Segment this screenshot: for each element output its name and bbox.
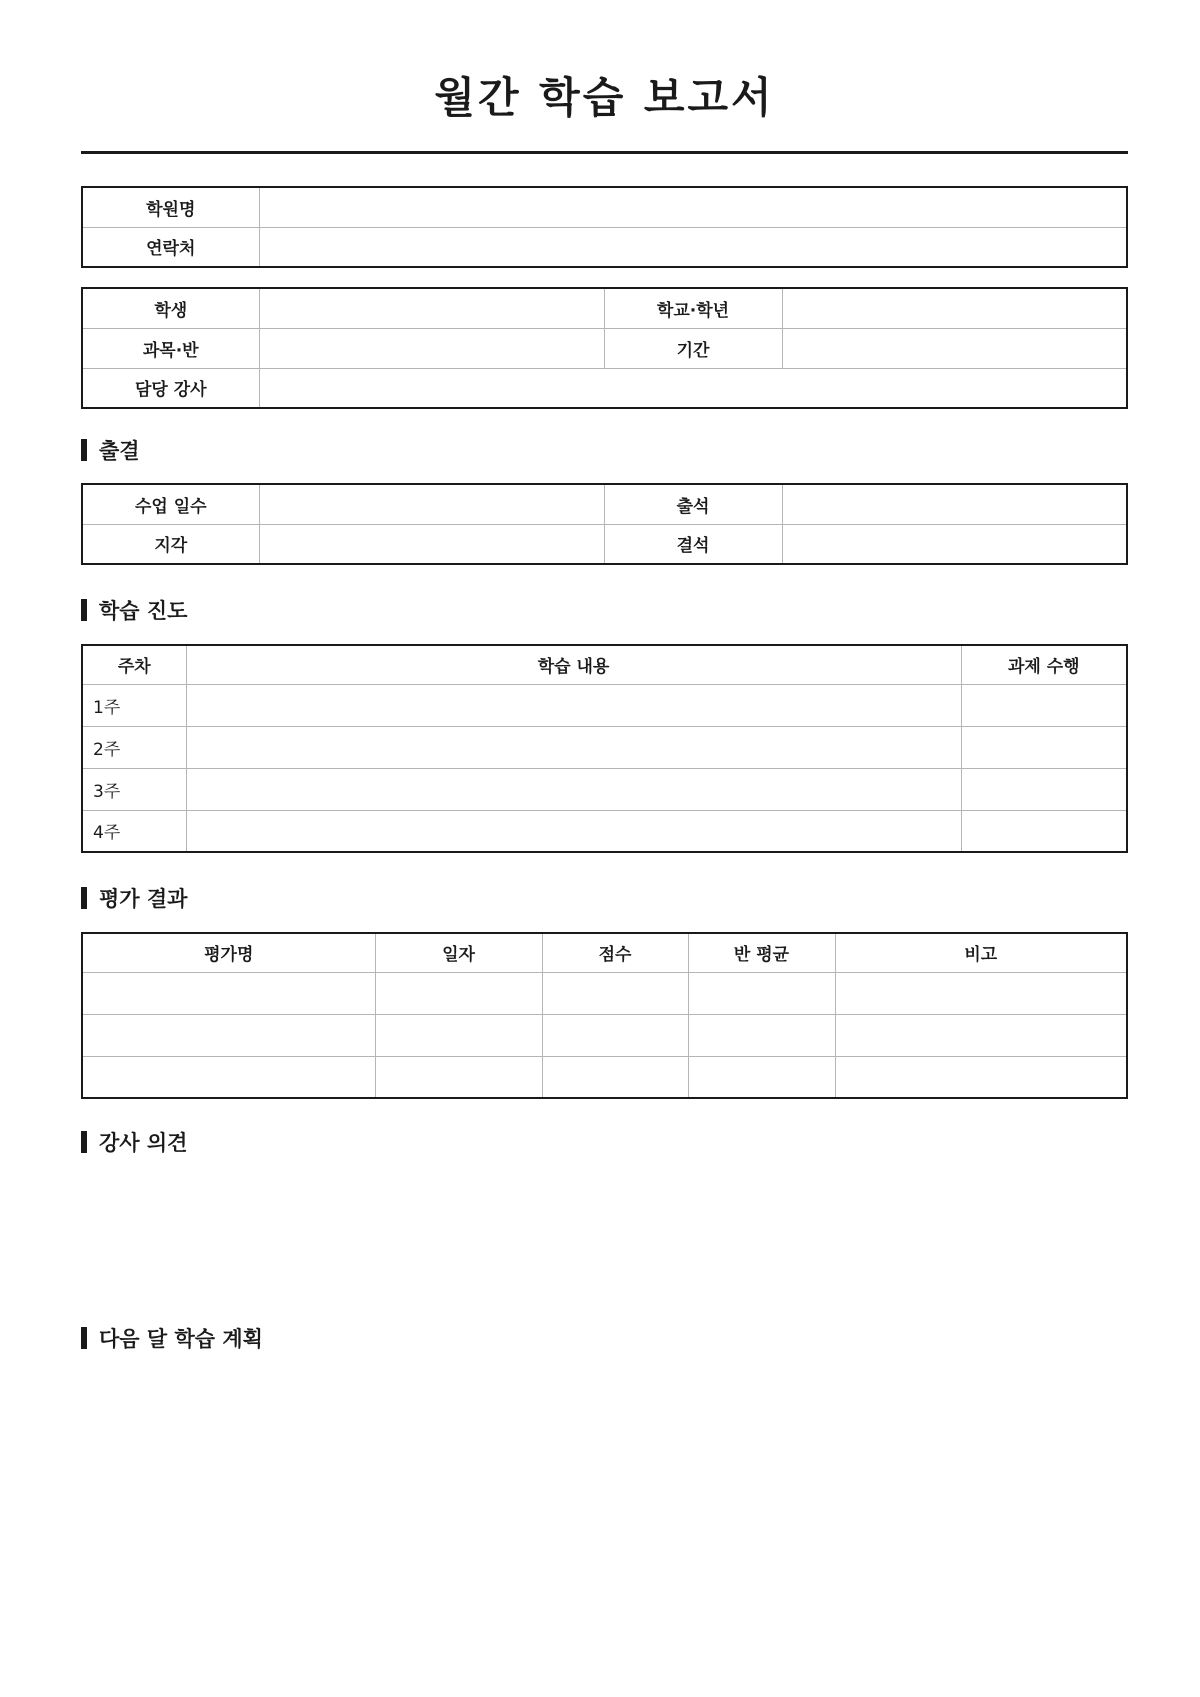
school-grade-field[interactable] — [782, 288, 1127, 328]
evaluation-row — [82, 972, 1127, 1014]
progress-header-row — [82, 645, 1127, 684]
attendance-section-heading — [81, 436, 1128, 464]
week-label: 3주 — [82, 768, 186, 810]
class-days-label: 수업 일수 — [82, 484, 259, 524]
remarks-field[interactable] — [835, 1056, 1127, 1098]
academy-contact-row — [82, 227, 1127, 267]
homework-field[interactable] — [961, 768, 1127, 810]
title-divider — [81, 151, 1128, 154]
date-field[interactable] — [375, 1014, 542, 1056]
class-days-field[interactable] — [259, 484, 604, 524]
progress-row — [82, 684, 1127, 726]
subject-row — [82, 328, 1127, 368]
content-field[interactable] — [186, 810, 961, 852]
content-field[interactable] — [186, 684, 961, 726]
evaluation-row — [82, 1056, 1127, 1098]
column-header-date: 일자 — [375, 933, 542, 972]
teacher-field[interactable] — [259, 368, 1127, 408]
teacher-label: 담당 강사 — [82, 368, 259, 408]
homework-field[interactable] — [961, 810, 1127, 852]
evaluation-row — [82, 1014, 1127, 1056]
attendance-row-2 — [82, 524, 1127, 564]
late-label: 지각 — [82, 524, 259, 564]
academy-name-field[interactable] — [259, 187, 1127, 227]
subject-class-label: 과목·반 — [82, 328, 259, 368]
exam-name-field[interactable] — [82, 972, 375, 1014]
score-field[interactable] — [542, 1056, 688, 1098]
class-average-field[interactable] — [688, 972, 835, 1014]
column-header-class-average: 반 평균 — [688, 933, 835, 972]
absent-label: 결석 — [604, 524, 782, 564]
column-header-exam-name: 평가명 — [82, 933, 375, 972]
progress-heading-text: 학습 진도 — [99, 599, 188, 623]
section-marker — [81, 887, 87, 909]
progress-section-heading — [81, 596, 1128, 624]
present-label: 출석 — [604, 484, 782, 524]
period-label: 기간 — [604, 328, 782, 368]
academy-name-label: 학원명 — [82, 187, 259, 227]
exam-name-field[interactable] — [82, 1056, 375, 1098]
column-header-week: 주차 — [82, 645, 186, 684]
evaluation-heading-text: 평가 결과 — [99, 887, 188, 911]
attendance-table — [81, 483, 1128, 565]
date-field[interactable] — [375, 972, 542, 1014]
absent-field[interactable] — [782, 524, 1127, 564]
comments-heading-text: 강사 의견 — [99, 1131, 188, 1155]
student-row — [82, 288, 1127, 328]
column-header-homework: 과제 수행 — [961, 645, 1127, 684]
progress-row — [82, 810, 1127, 852]
section-marker — [81, 1327, 87, 1349]
column-header-content: 학습 내용 — [186, 645, 961, 684]
next-plan-section-heading — [81, 1324, 1128, 1352]
homework-field[interactable] — [961, 684, 1127, 726]
remarks-field[interactable] — [835, 1014, 1127, 1056]
school-grade-label: 학교·학년 — [604, 288, 782, 328]
evaluation-section-heading — [81, 884, 1128, 912]
student-label: 학생 — [82, 288, 259, 328]
date-field[interactable] — [375, 1056, 542, 1098]
period-field[interactable] — [782, 328, 1127, 368]
class-average-field[interactable] — [688, 1056, 835, 1098]
teacher-row — [82, 368, 1127, 408]
subject-class-field[interactable] — [259, 328, 604, 368]
attendance-heading-text: 출결 — [99, 439, 140, 463]
progress-row — [82, 768, 1127, 810]
document-title: 월간 학습 보고서 — [434, 73, 775, 122]
next-plan-heading-text: 다음 달 학습 계획 — [99, 1327, 263, 1351]
academy-contact-label: 연락처 — [82, 227, 259, 267]
comments-area[interactable] — [81, 1156, 1128, 1324]
evaluation-header-row — [82, 933, 1127, 972]
student-info-table — [81, 287, 1128, 409]
class-average-field[interactable] — [688, 1014, 835, 1056]
report-page — [81, 0, 1128, 1652]
progress-table — [81, 644, 1128, 853]
column-header-remarks: 비고 — [835, 933, 1127, 972]
comments-section-heading — [81, 1128, 1128, 1156]
week-label: 2주 — [82, 726, 186, 768]
next-plan-area[interactable] — [81, 1352, 1128, 1652]
progress-row — [82, 726, 1127, 768]
section-marker — [81, 599, 87, 621]
week-label: 4주 — [82, 810, 186, 852]
homework-field[interactable] — [961, 726, 1127, 768]
content-field[interactable] — [186, 768, 961, 810]
section-marker — [81, 439, 87, 461]
score-field[interactable] — [542, 1014, 688, 1056]
student-field[interactable] — [259, 288, 604, 328]
academy-contact-field[interactable] — [259, 227, 1127, 267]
content-field[interactable] — [186, 726, 961, 768]
academy-info-table — [81, 186, 1128, 268]
attendance-row-1 — [82, 484, 1127, 524]
column-header-score: 점수 — [542, 933, 688, 972]
academy-name-row — [82, 187, 1127, 227]
section-marker — [81, 1131, 87, 1153]
present-field[interactable] — [782, 484, 1127, 524]
exam-name-field[interactable] — [82, 1014, 375, 1056]
late-field[interactable] — [259, 524, 604, 564]
evaluation-table — [81, 932, 1128, 1099]
week-label: 1주 — [82, 684, 186, 726]
remarks-field[interactable] — [835, 972, 1127, 1014]
score-field[interactable] — [542, 972, 688, 1014]
